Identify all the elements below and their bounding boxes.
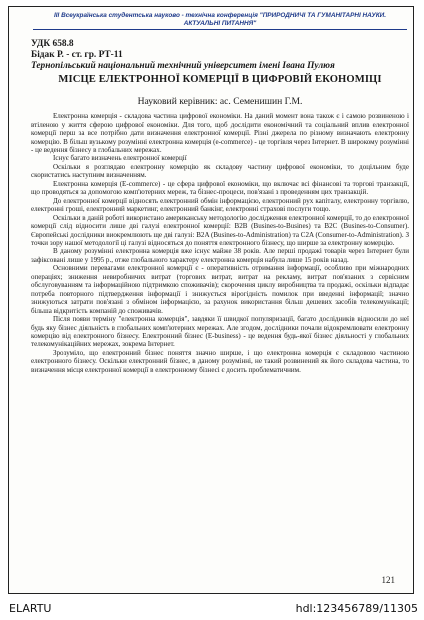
page-frame [8,6,414,594]
article-meta [31,39,409,72]
page-content [31,7,409,595]
supervisor-line: Науковий керівник: ас. Семенишин Г.М. [137,96,303,108]
udk-code: УДК 658.8 [31,39,74,50]
paragraph: До електронної комерції відносять електронний обмін інформацією, електронний рух капіталу, електронну торгівлю, електронні гроші, електронний маркетинг, електронний банкінг, електронні страхові послуги тощо. [31,196,409,214]
paragraph: Зрозуміло, що електронний бізнес поняття значно ширше, і що електронна комерція є складовою частиною електронного бізнесу. Оскільки електронний бізнес, в даному розумінні, не такий розвинений як його складова частина, то визначення місця електронної комерції в електронному бізнесі є досить проблематичним. [31,348,409,374]
affiliation: Тернопільський національний технічний університет імені Івана Пулюя [31,61,335,72]
page-number: 121 [381,575,395,585]
conference-header-line-2: АКТУАЛЬНІ ПИТАННЯ" [183,19,257,27]
article-title: МІСЦЕ ЕЛЕКТРОННОЇ КОМЕРЦІЇ В ЦИФРОВІЙ ЕКОНОМІЦІ [58,74,382,86]
paragraph: Існує багато визначень електронної комерції [53,154,187,163]
paragraph: Оскільки я розглядаю електронну комерцію як складову частину цифрової економіки, то доцільним буде скористатись наступним визначенням. [31,162,409,180]
conference-header-line-1: ІІІ Всеукраїнська студентська науково - технічна конференція "ПРИРОДНИЧІ ТА ГУМАНІТАРНІ НАУКИ. [54,12,386,19]
paragraph: Основними перевагами електронної комерції є - оперативність отримання інформації, особливо при міжнародних операціях; зниження невиробничих витрат (торгових витрат, витрат на рекламу, витрат пов'язаних з сервісним обслуговуванням та інформаційною підтримкою споживачів); скорочення циклу виробництва та продажі, оскільки відпадає потреба повторного підтвердження інформації і знижується вірогідність помилок при введенні інформації; значно знижуються затрати пов'язані з обміном інформацією, за рахунок використання більш дешевих засобів телекомунікації; більша відкритість компаній до споживачів. [31,264,409,315]
repository-footer [0,598,424,620]
paragraph: Електронна комерція (E-commerce) - це сфера цифрової економіки, що включає всі фінансові та торгові транзакції, що проводяться за допомогою комп'ютерних мереж, та бізнес-процеси, пов'язані з проведенням цих транзакцій. [31,179,409,197]
handle-identifier: hdl:123456789/11305 [295,602,418,615]
conference-header [33,12,407,30]
paragraph: Оскільки в даній роботі використано американську методологію дослідження електронної комерції, то до електронної комерції слід відносити лише дві галузі електронної комерції: B2B (Busines-to-Busines) та B2C (Busines-to-Consumer). Європейські дослідники виокремлюють ще дві галузі: B2A (Busines-to-Administration) та C2A (Consumer-to-Administration). З точки зору нашої методології ці галузі відносяться до поняття електронного бізнесу, що ширше за електронну комерцію. [31,213,409,247]
repository-name: ELARTU [9,602,52,615]
author-line: Бідак Р. - ст. гр. РТ-11 [31,50,123,61]
article-body [31,112,409,374]
paragraph: Електронна комерція - складова частина цифрової економіки. На даний момент вона також є і самою розвиненою і втіленою у життя сферою цифрової економіки. Для того, щоб дослідити економічний та соціальний вплив електронної комерції перш за все потрібно дати визначення електронної комерції. Різні джерела по різному визначають електронну комерцію. В більш вузькому розумінні електронна комерція (e-commerce) - це торгівля через Інтернет. В широкому розумінні - це ведення бізнесу в глобальних мережах. [31,112,409,154]
paragraph: В даному розумінні електронна комерція вже існує майже 38 років. Але перші продажі товарів через Інтернет були зафіксовані лише у 1995 р., отже глобального характеру електронна комерція набула лише 15 років назад. [31,247,409,264]
paragraph: Після появи терміну "електронна комерція", завдяки її швидкої популяризації, багато дослідників відносили до неї будь яку бізнес діяльність в глобальних комп'ютерних мережах. Але згодом, дослідники почали відокремлювати електронну комерцію від електронного бізнесу. Електронний бізнес (E-business) - це ведення будь-якої бізнес діяльності у глобальних телекомунікаційних мережах, зокрема Інтернет. [31,315,409,349]
